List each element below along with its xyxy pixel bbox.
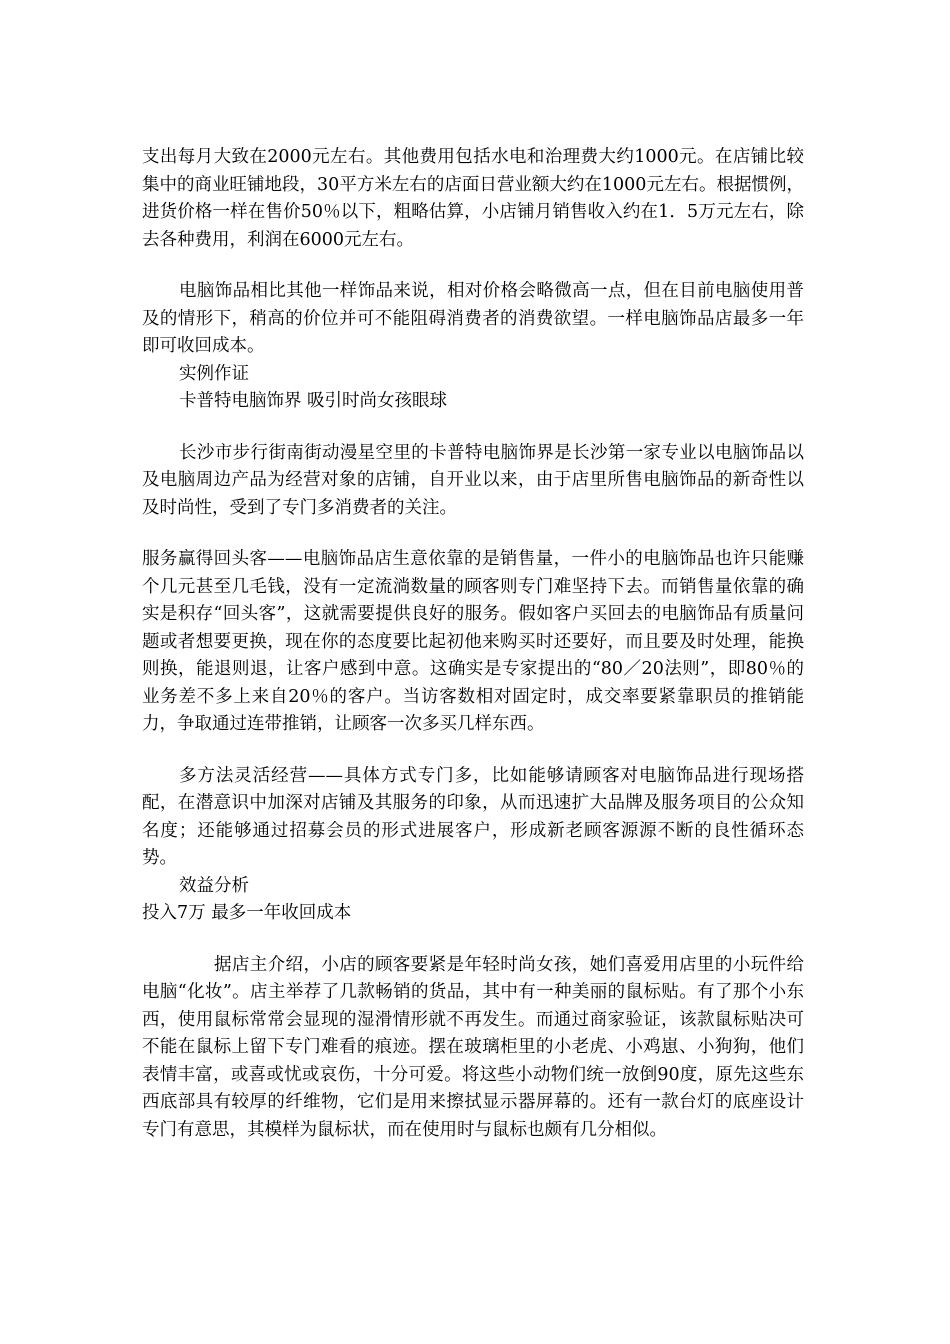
paragraph-price-advantage: 电脑饰品相比其他一样饰品来说，相对价格会略微高一点，但在目前电脑使用普及的情形下，稍高的价位并可不能阻碍消费者的消费欲望。一样电脑饰品店最多一年即可收回成本。 bbox=[142, 281, 804, 356]
paragraph-store-intro: 长沙市步行街南街动漫星空里的卡普特电脑饰界是长沙第一家专业以电脑饰品以及电脑周边产品为经营对象的店铺，自开业以来，由于店里所售电脑饰品的新奇性以及时尚性，受到了专门多消费者的关注。 bbox=[142, 442, 804, 518]
paragraph-service-returning-customers: 服务赢得回头客——电脑饰品店生意依靠的是销售量，一件小的电脑饰品也许只能赚个几元甚至几毛钱，没有一定流淌数量的顾客则专门难坚持下去。而销售量依靠的确实是积存“回头客”，这就需要提供良好的服务。假如客户买回去的电脑饰品有质量问题或者想要更换，现在你的态度要比起初他来购买时还要好，而且要及时处理，能换则换，能退则退，让客户感到中意。这确实是专家提出的“80／20法则”，即80％的业务差不多上来自20％的客户。当访客数相对固定时，成交率要紧靠职员的推销能力，争取通过连带推销，让顾客一次多买几样东西。 bbox=[142, 549, 804, 734]
subheading-investment-payback: 投入7万 最多一年收回成本 bbox=[142, 903, 352, 923]
paragraph-owner-introduction: 据店主介绍，小店的顾客要紧是年轻时尚女孩，她们喜爱用店里的小玩件给电脑“化妆”。店主举荐了几款畅销的货品，其中有一种美丽的鼠标贴。有了那个小东西，使用鼠标常常会显现的湿滑情形就不再发生。而通过商家验证，该款鼠标贴决可不能在鼠标上留下专门难看的痕迹。摆在玻璃柜里的小老虎、小鸡崽、小狗狗，他们表情丰富，或喜或忧或哀伤，十分可爱。将这些小动物们统一放倒90度，原先这些东西底部具有较厚的纤维物，它们是用来擦拭显示器屏幕的。还有一款台灯的底座设计专门有意思，其模样为鼠标状，而在使用时与鼠标也颇有几分相似。 bbox=[142, 954, 804, 1140]
subheading-kaput-store: 卡普特电脑饰界 吸引时尚女孩眼球 bbox=[179, 391, 448, 411]
section-heading-benefit-analysis: 效益分析 bbox=[179, 875, 249, 896]
paragraph-cost-estimate: 支出每月大致在2000元左右。其他费用包括水电和治理费大约1000元。在店铺比较集中的商业旺铺地段，30平方米左右的店面日营业额大约在1000元左右。根据惯例，进货价格一样在售价50％以下，粗略估算，小店铺月销售收入约在1．5万元左右，除去各种费用，利润在6000元左右。 bbox=[142, 147, 804, 250]
section-heading-case-study: 实例作证 bbox=[179, 363, 249, 384]
paragraph-flexible-operation: 多方法灵活经营——具体方式专门多，比如能够请顾客对电脑饰品进行现场搭配，在潜意识中加深对店铺及其服务的印象，从而迅速扩大品牌及服务项目的公众知名度；还能够通过招募会员的形式进展客户，形成新老顾客源源不断的良性循环态势。 bbox=[142, 765, 804, 868]
document-page bbox=[142, 144, 804, 1144]
